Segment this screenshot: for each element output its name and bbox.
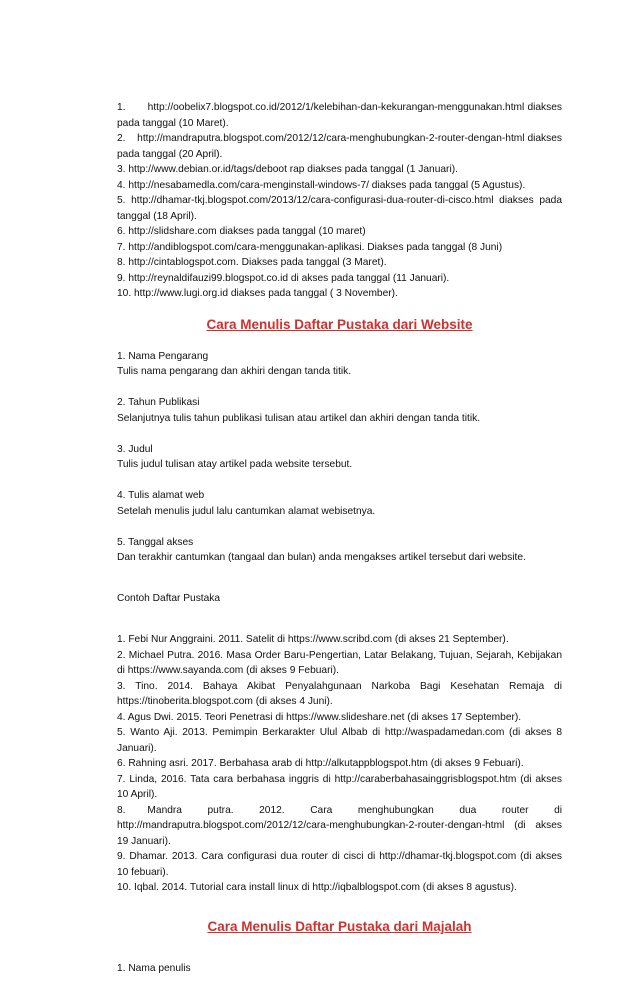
example-item: 2. Michael Putra. 2016. Masa Order Baru-Pengertian, Latar Belakang, Tujuan, Sejarah, Kebijakan di https://www.sayanda.com (di akses 9 Febuari).: [117, 649, 562, 677]
example-item: 8. Mandra putra. 2012. Cara menghubungkan dua router di http://mandraputra.blogspot.com/2012/12/cara-menghubungkan-2-router-dengan-html (di akses 19 Januari).: [117, 804, 562, 847]
step-desc: Dan terakhir cantumkan (tangaal dan bulan) anda mengakses artikel tersebut dari website.: [117, 552, 526, 563]
step-title: 1. Nama Pengarang: [117, 350, 209, 362]
step-desc: Tulis nama pengarang dan akhiri dengan tanda titik.: [117, 366, 352, 377]
reference-item: 3. http://www.debian.or.id/tags/deboot rap diakses pada tanggal (1 Januari).: [117, 164, 458, 175]
step-title: 4. Tulis alamat web: [117, 490, 205, 501]
example-item: 1. Febi Nur Anggraini. 2011. Satelit di https://www.scribd.com (di akses 21 September).: [117, 634, 509, 646]
example-item: 5. Wanto Aji. 2013. Pemimpin Berkarakter Ulul Albab di http://waspadamedan.com (di akses 8 Januari).: [117, 727, 562, 754]
step-title: 2. Tahun Publikasi: [117, 397, 200, 408]
example-list: [117, 632, 562, 896]
step-desc: Setelah menulis judul lalu cantumkan alamat webisetnya.: [117, 505, 376, 517]
reference-item: 9. http://reynaldifauzi99.blogspot.co.id di akses pada tanggal (11 Januari).: [117, 272, 450, 284]
reference-item: 4. http://nesabamedla.com/cara-menginstall-windows-7/ diakses pada tanggal (5 Agustus).: [117, 179, 526, 191]
top-reference-list: [117, 100, 562, 302]
example-item: 6. Rahning asri. 2017. Berbahasa arab di http://alkutappblogspot.htm (di akses 9 Febuari).: [117, 758, 524, 770]
example-item: 10. Iqbal. 2014. Tutorial cara install linux di http://iqbalblogspot.com (di akses 8 agustus).: [117, 882, 517, 894]
step-desc: Tulis judul tulisan atay artikel pada website tersebut.: [117, 459, 353, 470]
website-steps: [117, 349, 562, 566]
reference-item: 1. http://oobelix7.blogspot.co.id/2012/1/kelebihan-dan-kekurangan-menggunakan.html diakses pada tanggal (10 Maret).: [117, 102, 562, 129]
step-title: 5. Tanggal akses: [117, 536, 194, 548]
reference-item: 8. http://cintablogspot.com. Diakses pada tanggal (3 Maret).: [117, 257, 387, 268]
example-label: Contoh Daftar Pustaka: [117, 593, 221, 605]
reference-item: 10. http://www.lugi.org.id diakses pada tanggal ( 3 November).: [117, 288, 398, 299]
document-page: [117, 100, 562, 987]
reference-item: 7. http://andiblogspot.com/cara-menggunakan-aplikasi. Diakses pada tanggal (8 Juni): [117, 241, 503, 253]
example-item: 9. Dhamar. 2013. Cara configurasi dua router di cisci di http://dhamar-tkj.blogspot.com (di akses 10 febuari).: [117, 851, 562, 878]
magazine-section-heading: Cara Menulis Daftar Pustaka dari Majalah: [207, 919, 472, 935]
reference-item: 5. http://dhamar-tkj.blogspot.com/2013/12/cara-configurasi-dua-router-di-cisco.html diakses pada tanggal (18 April).: [117, 195, 562, 222]
step-title: 3. Judul: [117, 443, 153, 455]
step-desc: Selanjutnya tulis tahun publikasi tulisan atau artikel dan akhiri dengan tanda titik.: [117, 412, 481, 424]
reference-item: 6. http://slidshare.com diakses pada tanggal (10 maret): [117, 226, 366, 237]
website-section-heading: Cara Menulis Daftar Pustaka dari Website: [206, 317, 473, 332]
example-item: 4. Agus Dwi. 2015. Teori Penetrasi di https://www.slideshare.net (di akses 17 September).: [117, 711, 522, 723]
example-item: 7. Linda, 2016. Tata cara berbahasa inggris di http://caraberbahasainggrisblogspot.htm (di akses 10 April).: [117, 773, 562, 801]
example-item: 3. Tino. 2014. Bahaya Akibat Penyalahgunaan Narkoba Bagi Kesehatan Remaja di https://tinoberita.blogspot.com (di akses 4 Juni).: [117, 680, 562, 708]
magazine-first-step: 1. Nama penulis: [117, 963, 191, 975]
reference-item: 2. http://mandraputra.blogspot.com/2012/12/cara-menghubungkan-2-router-dengan-html diakses pada tanggal (20 April).: [117, 133, 562, 160]
